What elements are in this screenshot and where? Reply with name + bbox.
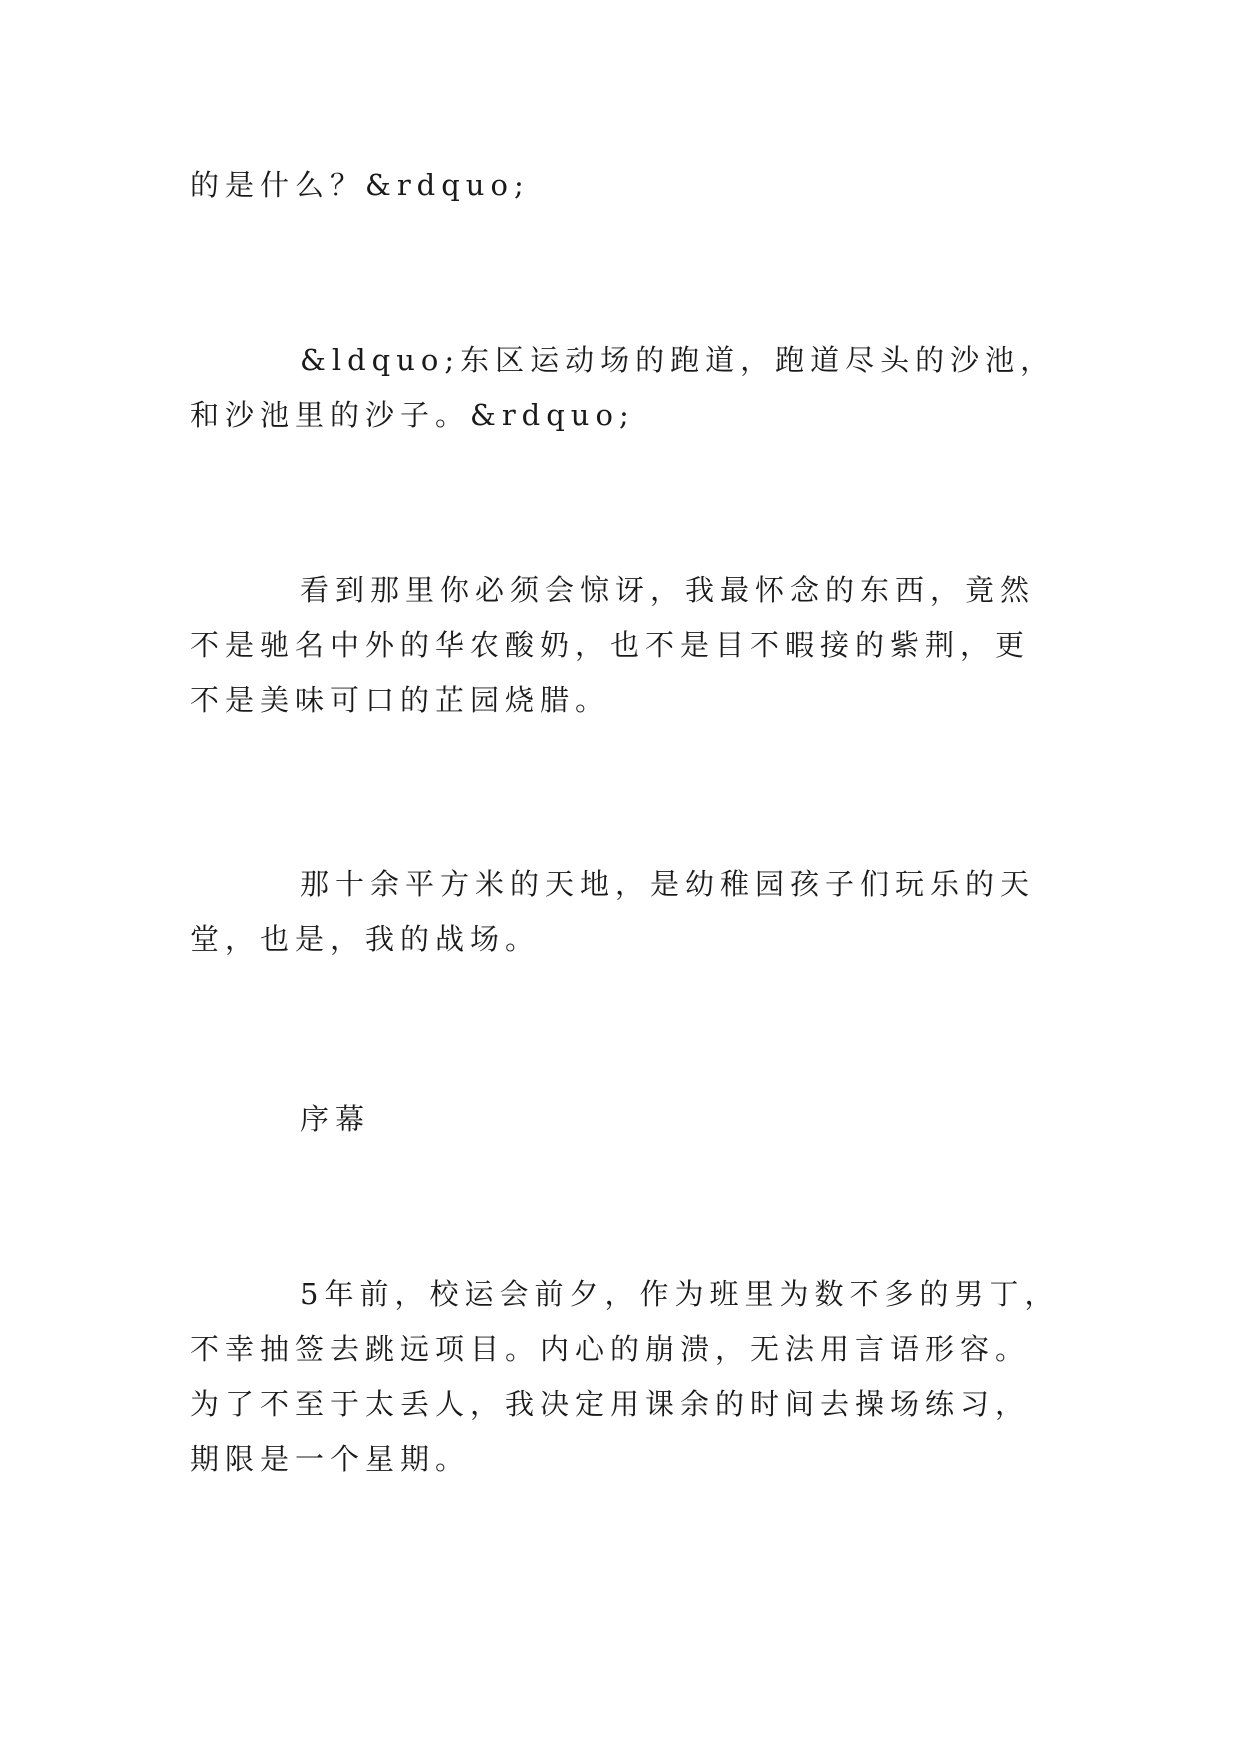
paragraph-continuation: 的是什么？&rdquo; xyxy=(190,168,530,202)
paragraph-surprise: 看到那里你必须会惊讶，我最怀念的东西，竟然不是驰名中外的华农酸奶，也不是目不暇接的紫荆，更不是美味可口的芷园烧腊。 xyxy=(190,573,1036,717)
paragraph-sports-meet: 5年前，校运会前夕，作为班里为数不多的男丁，不幸抽签去跳远项目。内心的崩溃，无法用言语形容。为了不至于太丢人，我决定用课余的时间去操场练习，期限是一个星期。 xyxy=(190,1277,1060,1476)
paragraph-quote-answer: &ldquo;东区运动场的跑道，跑道尽头的沙池，和沙池里的沙子。&rdquo; xyxy=(190,343,1056,432)
paragraph-battlefield: 那十余平方米的天地，是幼稚园孩子们玩乐的天堂，也是，我的战场。 xyxy=(190,867,1036,956)
section-heading-prelude: 序幕 xyxy=(300,1102,371,1136)
